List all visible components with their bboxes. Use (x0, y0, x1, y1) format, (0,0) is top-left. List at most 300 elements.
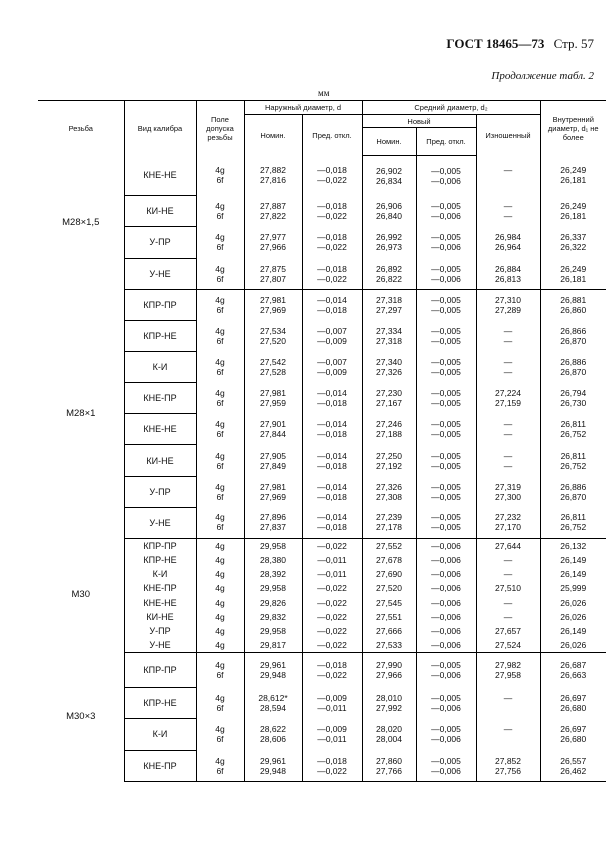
cell-outer-deviation (302, 445, 362, 476)
cell-value: 6f (216, 273, 224, 284)
cell-mean-deviation (416, 352, 476, 383)
cell-value: —0,018 (317, 305, 347, 316)
cell-value: —0,005 (431, 419, 461, 430)
cell-value: —0,022 (317, 640, 347, 651)
cell-value: — (503, 692, 513, 703)
cell-value: 28,612* (258, 692, 288, 703)
cell-mean-nominal (362, 538, 416, 552)
cell-value: 6f (216, 305, 224, 316)
cell-outer-deviation (302, 581, 362, 595)
cell-inner-diameter (540, 624, 606, 638)
cell-value: 6f (216, 670, 224, 681)
cell-outer-nominal (244, 638, 302, 652)
cell-value (477, 734, 540, 744)
cell-outer-nominal (244, 321, 302, 352)
cell-value: —0,005 (431, 450, 461, 461)
cell-value: —0,005 (431, 263, 461, 274)
gauge-type: КПР-НЕ (124, 321, 196, 352)
cell-value: 29,961 (260, 660, 286, 671)
cell-outer-deviation (302, 156, 362, 196)
cell-value: —0,022 (317, 273, 347, 284)
cell-value: 27,188 (376, 429, 402, 440)
cell-tolerance (196, 445, 244, 476)
cell-value: —0,018 (317, 398, 347, 409)
cell-value: 26,026 (560, 597, 587, 608)
cell-mean-nominal (362, 195, 416, 227)
cell-mean-deviation (416, 258, 476, 290)
cell-value: 27,644 (495, 540, 521, 551)
cell-value: 27,340 (376, 357, 402, 368)
cell-mean-nominal (362, 624, 416, 638)
cell-value: —0,005 (431, 305, 461, 316)
cell-value: —0,005 (431, 660, 461, 671)
cell-value: —0,022 (317, 540, 347, 551)
cell-outer-nominal (244, 610, 302, 624)
cell-value: — (503, 165, 513, 176)
cell-value: 26,964 (495, 242, 521, 253)
cell-value: 26,557 (560, 755, 587, 766)
gauge-type: У-НЕ (124, 507, 196, 538)
cell-inner-diameter (540, 581, 606, 595)
cell-value: —0,009 (317, 367, 347, 378)
cell-tolerance (196, 352, 244, 383)
cell-outer-nominal (244, 352, 302, 383)
cell-mean-deviation (416, 638, 476, 652)
cell-inner-diameter (540, 719, 606, 751)
cell-value: 29,948 (260, 670, 286, 681)
cell-value: 26,149 (560, 554, 587, 565)
cell-value: —0,006 (431, 175, 461, 186)
cell-value: 6f (216, 336, 224, 347)
cell-value: —0,022 (317, 242, 347, 253)
cell-value: — (503, 724, 513, 735)
cell-value: —0,005 (431, 200, 461, 211)
cell-value: 26,973 (376, 242, 402, 253)
cell-value: — (503, 357, 513, 368)
cell-mean-deviation (416, 414, 476, 445)
cell-inner-diameter (540, 595, 606, 609)
cell-value: —0,014 (317, 450, 347, 461)
cell-value: 27,766 (376, 765, 402, 776)
cell-value: —0,005 (431, 326, 461, 337)
cell-outer-nominal (244, 227, 302, 259)
cell-value: 26,181 (560, 273, 587, 284)
cell-mean-nominal (362, 383, 416, 414)
cell-value: 4g (215, 450, 225, 461)
cell-value: 27,896 (260, 512, 286, 523)
cell-value: —0,022 (317, 583, 347, 594)
cell-value: 26,811 (560, 419, 586, 430)
cell-mean-nominal (362, 553, 416, 567)
cell-value: 26,866 (560, 326, 587, 337)
cell-value: 27,969 (260, 491, 286, 502)
cell-mean-deviation (416, 321, 476, 352)
cell-value: 28,622 (260, 724, 286, 735)
cell-mean-nominal (362, 595, 416, 609)
cell-outer-nominal (244, 538, 302, 552)
gauge-type: КПР-ПР (124, 653, 196, 688)
cell-value: 26,870 (560, 367, 587, 378)
cell-value: — (503, 554, 513, 565)
table-body (38, 156, 606, 782)
col-header-worn: Изношенный (476, 115, 540, 156)
cell-value: 4g (215, 388, 225, 399)
cell-value: 26,870 (560, 491, 587, 502)
cell-outer-nominal (244, 156, 302, 196)
cell-value: —0,009 (317, 692, 347, 703)
cell-value: —0,014 (317, 388, 347, 399)
cell-value: 26,834 (376, 175, 402, 186)
cell-value: —0,006 (431, 765, 461, 776)
cell-value: 26,249 (560, 200, 587, 211)
cell-value: 4g (215, 295, 225, 306)
cell-outer-nominal (244, 553, 302, 567)
cell-mean-deviation (416, 610, 476, 624)
col-header-thread: Резьба (38, 101, 124, 156)
cell-mean-deviation (416, 445, 476, 476)
cell-inner-diameter (540, 750, 606, 782)
cell-mean-deviation (416, 581, 476, 595)
cell-value: 27,552 (376, 540, 402, 551)
gauge-type: КНЕ-НЕ (124, 156, 196, 196)
gauge-type: КПР-ПР (124, 538, 196, 552)
gauge-type: У-ПР (124, 624, 196, 638)
cell-tolerance (196, 624, 244, 638)
cell-value: 4g (215, 512, 225, 523)
cell-value: 6f (216, 367, 224, 378)
cell-value: 26,337 (560, 232, 587, 243)
cell-inner-diameter (540, 507, 606, 538)
cell-value: 26,892 (376, 263, 402, 274)
gauge-type: КПР-НЕ (124, 553, 196, 567)
cell-value: —0,018 (317, 263, 347, 274)
cell-value: 4g (215, 540, 225, 551)
cell-value: 27,882 (260, 165, 286, 176)
cell-value: —0,006 (431, 670, 461, 681)
cell-mean-nominal (362, 687, 416, 719)
cell-value: 27,981 (260, 388, 286, 399)
cell-value: —0,005 (431, 367, 461, 378)
cell-value: 27,192 (376, 460, 402, 471)
cell-value: 27,807 (260, 273, 286, 284)
cell-inner-diameter (540, 567, 606, 581)
cell-tolerance (196, 507, 244, 538)
cell-value: —0,014 (317, 512, 347, 523)
cell-outer-deviation (302, 476, 362, 507)
cell-value: 4g (215, 165, 225, 176)
cell-value: 27,982 (495, 660, 521, 671)
cell-outer-deviation (302, 383, 362, 414)
cell-tolerance (196, 750, 244, 782)
cell-value: —0,009 (317, 336, 347, 347)
cell-value: 27,887 (260, 200, 286, 211)
table-row (38, 258, 606, 290)
cell-value: —0,018 (317, 429, 347, 440)
cell-outer-deviation (302, 507, 362, 538)
cell-value: 4g (215, 357, 225, 368)
cell-value: 27,250 (376, 450, 402, 461)
cell-value: 27,837 (260, 522, 286, 533)
gauge-dimensions-table (38, 100, 606, 782)
cell-tolerance (196, 227, 244, 259)
cell-tolerance (196, 156, 244, 196)
cell-value: 29,961 (260, 755, 286, 766)
gauge-type: КИ-НЕ (124, 610, 196, 624)
cell-worn (476, 653, 540, 688)
cell-value: 26,992 (376, 232, 402, 243)
cell-value: 27,334 (376, 326, 402, 337)
cell-value: 27,860 (376, 755, 402, 766)
cell-worn (476, 227, 540, 259)
cell-value: 4g (215, 200, 225, 211)
cell-value: 26,822 (376, 273, 402, 284)
cell-worn (476, 445, 540, 476)
cell-outer-deviation (302, 227, 362, 259)
cell-inner-diameter (540, 227, 606, 259)
cell-inner-diameter (540, 687, 606, 719)
cell-worn (476, 719, 540, 751)
cell-value: 26,881 (560, 295, 587, 306)
cell-mean-nominal (362, 507, 416, 538)
cell-mean-deviation (416, 195, 476, 227)
table-row (38, 383, 606, 414)
cell-value: —0,022 (317, 626, 347, 637)
col-header-mean-diameter: Средний диаметр, d₂ (362, 101, 540, 115)
cell-inner-diameter (540, 476, 606, 507)
cell-outer-nominal (244, 653, 302, 688)
cell-worn (476, 476, 540, 507)
cell-value: 28,392 (260, 568, 286, 579)
cell-outer-nominal (244, 687, 302, 719)
gauge-type: К-И (124, 567, 196, 581)
cell-worn (476, 638, 540, 652)
cell-worn (476, 321, 540, 352)
cell-tolerance (196, 290, 244, 321)
cell-mean-deviation (416, 719, 476, 751)
cell-value: 26,149 (560, 568, 587, 579)
cell-value: 27,905 (260, 450, 286, 461)
cell-inner-diameter (540, 553, 606, 567)
cell-value: —0,014 (317, 419, 347, 430)
cell-value: 27,816 (260, 175, 286, 186)
cell-value: 26,026 (560, 640, 587, 651)
cell-value: —0,006 (431, 210, 461, 221)
gauge-type: КИ-НЕ (124, 195, 196, 227)
cell-value: —0,014 (317, 481, 347, 492)
cell-tolerance (196, 476, 244, 507)
table-row (38, 290, 606, 321)
cell-value: 26,840 (376, 210, 402, 221)
gauge-type: К-И (124, 719, 196, 751)
table-row (38, 595, 606, 609)
cell-value: —0,005 (431, 165, 461, 176)
cell-value: 29,958 (260, 583, 286, 594)
gauge-type: У-ПР (124, 476, 196, 507)
cell-outer-nominal (244, 476, 302, 507)
cell-mean-deviation (416, 476, 476, 507)
cell-value: 27,524 (495, 640, 521, 651)
table-row (38, 321, 606, 352)
cell-value: 27,310 (495, 295, 521, 306)
table-row (38, 638, 606, 652)
gauge-type: У-ПР (124, 227, 196, 259)
cell-value: 29,817 (260, 640, 286, 651)
unit-label: мм (318, 88, 330, 98)
cell-value: 27,966 (376, 670, 402, 681)
cell-value: 6f (216, 491, 224, 502)
cell-value: —0,018 (317, 232, 347, 243)
cell-value: —0,011 (317, 702, 347, 713)
cell-mean-nominal (362, 567, 416, 581)
cell-outer-nominal (244, 383, 302, 414)
cell-mean-deviation (416, 553, 476, 567)
table-row (38, 750, 606, 782)
cell-value: 27,239 (376, 512, 402, 523)
cell-value: 26,752 (560, 522, 587, 533)
cell-outer-nominal (244, 624, 302, 638)
cell-value: 27,308 (376, 491, 402, 502)
cell-value: —0,018 (317, 165, 347, 176)
cell-inner-diameter (540, 321, 606, 352)
cell-value: —0,006 (431, 611, 461, 622)
cell-value: 6f (216, 242, 224, 253)
table-row (38, 567, 606, 581)
cell-value: 26,462 (560, 765, 587, 776)
cell-value: 27,167 (376, 398, 402, 409)
cell-value: — (503, 336, 513, 347)
cell-value: —0,007 (317, 326, 347, 337)
cell-value: —0,005 (431, 724, 461, 735)
cell-value: — (503, 419, 513, 430)
cell-outer-nominal (244, 414, 302, 445)
gauge-type: У-НЕ (124, 258, 196, 290)
table-row (38, 227, 606, 259)
cell-value: 26,249 (560, 165, 587, 176)
cell-value: —0,011 (317, 554, 347, 565)
cell-outer-nominal (244, 750, 302, 782)
cell-inner-diameter (540, 258, 606, 290)
cell-value: 27,230 (376, 388, 402, 399)
cell-value: 27,958 (495, 670, 521, 681)
cell-value: —0,005 (431, 512, 461, 523)
cell-value: 4g (215, 640, 225, 651)
col-header-mean-deviation: Пред. откл. (416, 128, 476, 156)
cell-value: —0,018 (317, 491, 347, 502)
cell-value: 4g (215, 611, 225, 622)
cell-tolerance (196, 383, 244, 414)
cell-value: 4g (215, 583, 225, 594)
cell-value: —0,005 (431, 295, 461, 306)
cell-value: 27,318 (376, 336, 402, 347)
cell-tolerance (196, 653, 244, 688)
cell-value: —0,005 (431, 429, 461, 440)
cell-worn (476, 383, 540, 414)
cell-value: 27,545 (376, 597, 402, 608)
cell-mean-nominal (362, 581, 416, 595)
cell-value: 26,322 (560, 242, 587, 253)
cell-value: 4g (215, 554, 225, 565)
cell-value: 6f (216, 522, 224, 533)
cell-inner-diameter (540, 195, 606, 227)
cell-value: — (503, 450, 513, 461)
cell-value: 27,901 (260, 419, 286, 430)
cell-mean-deviation (416, 687, 476, 719)
cell-value: —0,006 (431, 273, 461, 284)
cell-worn (476, 581, 540, 595)
cell-outer-nominal (244, 290, 302, 321)
cell-value: 27,178 (376, 522, 402, 533)
gauge-type: КНЕ-ПР (124, 750, 196, 782)
cell-value: 26,697 (560, 692, 587, 703)
cell-worn (476, 258, 540, 290)
cell-worn (476, 595, 540, 609)
cell-value: — (503, 200, 513, 211)
cell-mean-nominal (362, 227, 416, 259)
cell-value: 27,844 (260, 429, 286, 440)
cell-mean-deviation (416, 227, 476, 259)
cell-value: 27,326 (376, 481, 402, 492)
cell-value: 29,958 (260, 626, 286, 637)
cell-value: 26,149 (560, 626, 587, 637)
cell-value: —0,018 (317, 200, 347, 211)
cell-value: 27,232 (495, 512, 521, 523)
cell-mean-deviation (416, 567, 476, 581)
table-row (38, 719, 606, 751)
cell-value: 27,849 (260, 460, 286, 471)
cell-outer-deviation (302, 624, 362, 638)
cell-value: —0,022 (317, 210, 347, 221)
cell-worn (476, 507, 540, 538)
table-row (38, 352, 606, 383)
table-row (38, 610, 606, 624)
cell-value: —0,018 (317, 460, 347, 471)
cell-outer-deviation (302, 538, 362, 552)
cell-value: —0,018 (317, 660, 347, 671)
cell-value: —0,022 (317, 670, 347, 681)
cell-mean-nominal (362, 638, 416, 652)
table-row (38, 687, 606, 719)
cell-outer-deviation (302, 687, 362, 719)
cell-value: 6f (216, 210, 224, 221)
cell-tolerance (196, 553, 244, 567)
cell-inner-diameter (540, 638, 606, 652)
cell-value: 26,811 (560, 450, 586, 461)
cell-value: —0,011 (317, 734, 347, 745)
cell-value: 4g (215, 481, 225, 492)
cell-mean-deviation (416, 538, 476, 552)
cell-value: 27,657 (495, 626, 521, 637)
cell-tolerance (196, 638, 244, 652)
cell-value: 27,966 (260, 242, 286, 253)
cell-value: —0,006 (431, 702, 461, 713)
cell-value: —0,005 (431, 460, 461, 471)
cell-value: 28,594 (260, 702, 286, 713)
cell-value: 4g (215, 755, 225, 766)
cell-value: 4g (215, 597, 225, 608)
cell-value: 27,319 (495, 481, 521, 492)
cell-mean-deviation (416, 507, 476, 538)
gauge-type: КНЕ-НЕ (124, 595, 196, 609)
cell-value: 27,542 (260, 357, 286, 368)
cell-value: 28,020 (376, 724, 402, 735)
cell-mean-nominal (362, 653, 416, 688)
cell-mean-nominal (362, 258, 416, 290)
cell-tolerance (196, 567, 244, 581)
cell-value: — (503, 210, 513, 221)
cell-value: — (503, 326, 513, 337)
cell-inner-diameter (540, 610, 606, 624)
cell-value: —0,022 (317, 175, 347, 186)
